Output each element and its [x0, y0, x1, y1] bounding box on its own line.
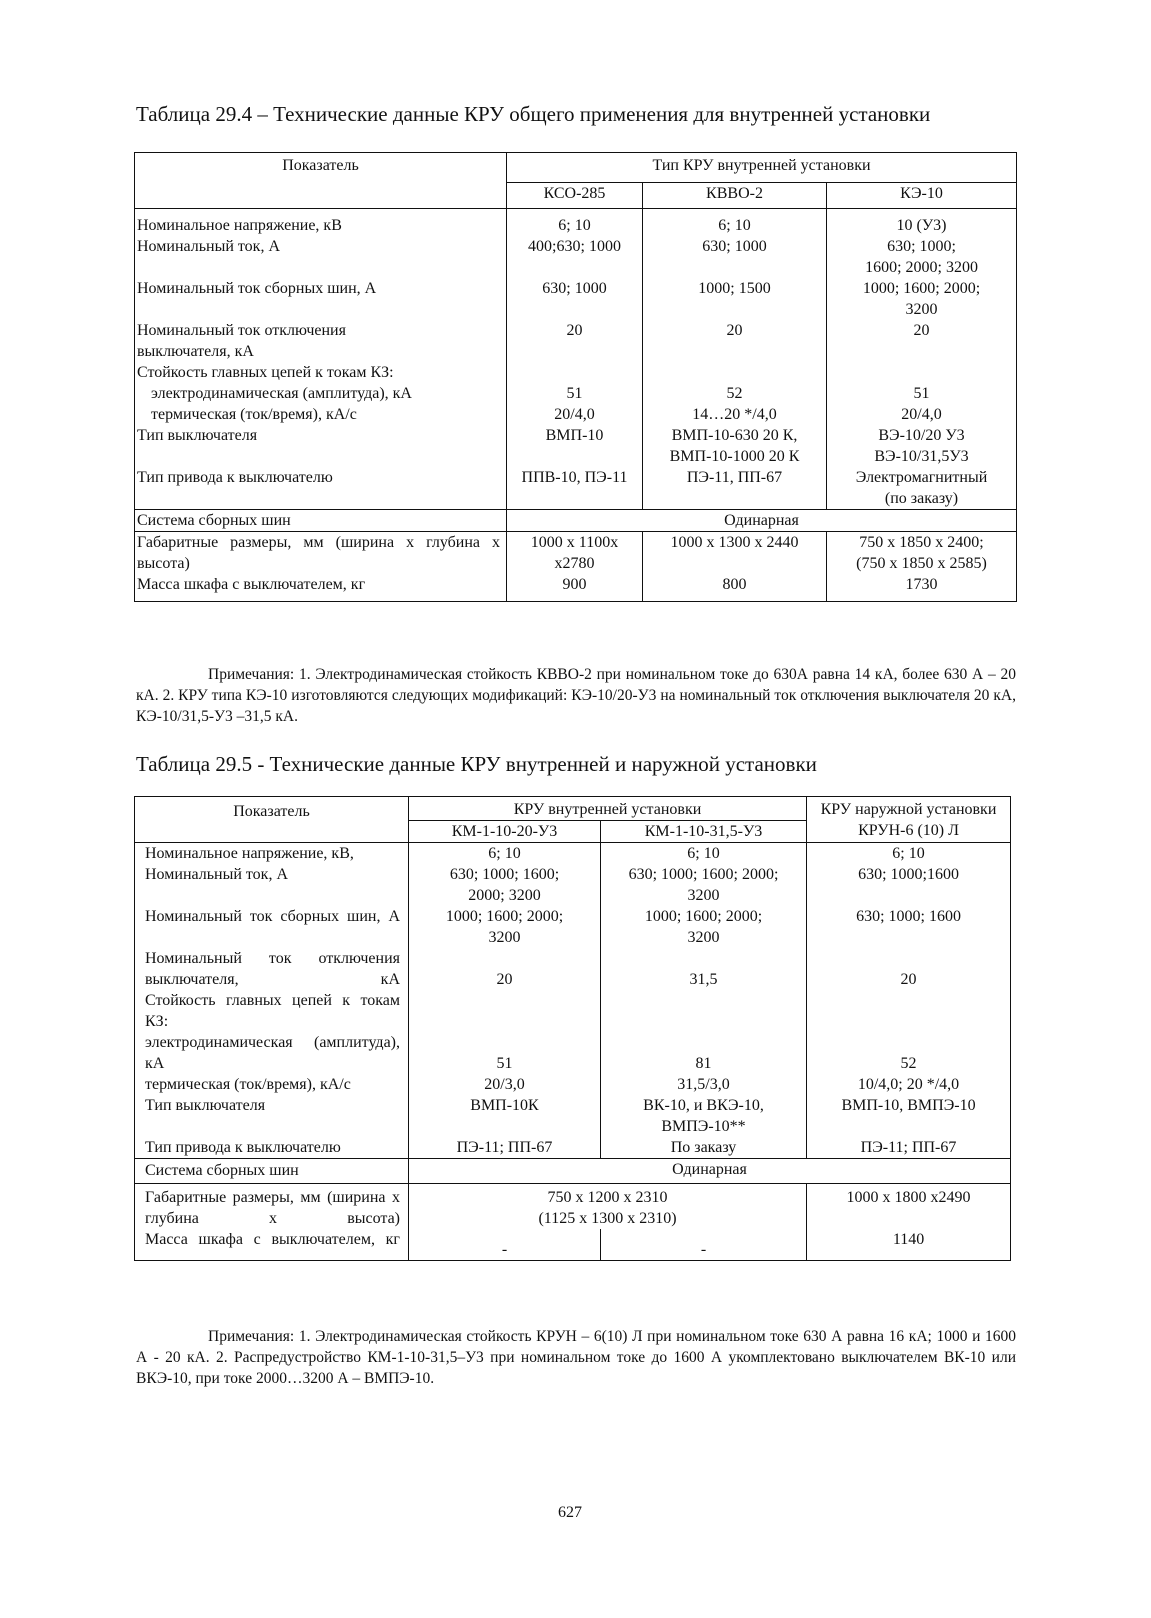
- cell: 31,5/3,0: [601, 1074, 807, 1095]
- cell: 1000 х 1800 х2490: [846, 1189, 971, 1206]
- cell: 20/3,0: [409, 1074, 601, 1095]
- table1-param-header: Показатель: [135, 153, 507, 209]
- table2-indoor-header: КРУ внутренней установки: [409, 797, 807, 821]
- cell: 20: [507, 320, 643, 362]
- table-row: [135, 574, 1017, 602]
- cell: 20: [900, 971, 917, 988]
- cell: ВЭ-10/20 У3 ВЭ-10/31,5У3: [874, 427, 969, 465]
- cell: 6; 10: [643, 215, 827, 236]
- cell: 6; 10: [507, 215, 643, 236]
- cell: 1000; 1600; 2000; 3200: [409, 906, 601, 948]
- table-row: [135, 236, 1017, 278]
- table-row: [135, 906, 1011, 948]
- table1-col-header: КЭ-10: [827, 183, 1017, 209]
- cell: -: [601, 1229, 807, 1261]
- row-label: Номинальный ток сборных шин, А: [135, 906, 409, 948]
- cell: По заказу: [601, 1137, 807, 1159]
- row-label: Номинальный ток отключения выключателя, кА: [135, 948, 409, 990]
- cell: ПЭ-11, ПП-67: [643, 467, 827, 510]
- table2-col-header: КМ-1-10-20-У3: [409, 821, 601, 843]
- table1-header-row: [135, 153, 1017, 183]
- row-label: Номинальный ток сборных шин, А: [135, 278, 507, 320]
- cell: 10 (У3): [896, 217, 947, 234]
- row-label: Стойкость главных цепей к токам КЗ:: [135, 990, 409, 1032]
- row-label: Габаритные размеры, мм (ширина х глубина х высота): [135, 532, 507, 575]
- row-label: термическая (ток/время), кА/с: [135, 1074, 409, 1095]
- cell: 14…20 */4,0: [643, 404, 827, 425]
- cell: Одинарная: [409, 1159, 1011, 1184]
- table-row: [135, 510, 1017, 532]
- table-row: [135, 467, 1017, 510]
- row-label: Тип выключателя: [135, 1095, 409, 1137]
- cell: ВМП-10: [507, 425, 643, 467]
- cell: 750 х 1850 х 2400; (750 х 1850 х 2585): [856, 534, 987, 572]
- table-row: [135, 990, 1011, 1032]
- table1-notes: Примечания: 1. Электродинамическая стойкость КВВО-2 при номинальном токе до 630А равна 14 кА, более 630 А – 20 кА. 2. КРУ типа КЭ-10 изготовляются следующих модификаций: КЭ-10/20-У3 на номинальный ток отключения выключателя 20 кА, КЭ-10/31,5-У3 –31,5 кА.: [136, 666, 1016, 725]
- table-row: [135, 383, 1017, 404]
- table1-caption: Таблица 29.4 – Технические данные КРУ общего применения для внутренней установки: [136, 102, 931, 126]
- table-row: [135, 362, 1017, 383]
- table-row: [135, 1184, 1011, 1230]
- row-label: Система сборных шин: [135, 1159, 409, 1184]
- cell: [601, 990, 807, 1032]
- table-row: [135, 1137, 1011, 1159]
- table-row: [135, 1229, 1011, 1261]
- cell: 81: [601, 1032, 807, 1074]
- cell: 51: [409, 1032, 601, 1074]
- table2-notes: Примечания: 1. Электродинамическая стойкость КРУН – 6(10) Л при номинальном токе 630 А равна 16 кА; 1000 и 1600 А - 20 кА. 2. Распредустройство КМ-1-10-31,5–У3 при номинальном токе до 1600 А укомплектовано выключателем ВК-10 или ВКЭ-10, при токе 2000…3200 А – ВМПЭ-10.: [136, 1328, 1016, 1387]
- table1-group-header: Тип КРУ внутренней установки: [507, 153, 1017, 183]
- table2-outdoor-header: КРУ наружной установки КРУН-6 (10) Л: [807, 797, 1011, 843]
- cell: 1000 х 1100х х2780: [507, 532, 643, 575]
- table2-param-header: Показатель: [135, 797, 409, 843]
- cell: 20/4,0: [507, 404, 643, 425]
- table-row: [135, 215, 1017, 236]
- row-label: Номинальное напряжение, кВ,: [135, 843, 409, 865]
- cell: 630; 1000;1600: [858, 866, 959, 883]
- cell: 20: [913, 322, 930, 339]
- cell: 20: [409, 948, 601, 990]
- cell: 630; 1000: [643, 236, 827, 278]
- cell: Электромагнитный (по заказу): [827, 467, 1017, 510]
- table-row: [135, 948, 1011, 990]
- table-row: [135, 425, 1017, 467]
- cell: 6; 10: [892, 845, 925, 862]
- cell: 630; 1000; 1600; 2000; 3200: [601, 864, 807, 906]
- table-row: [135, 404, 1017, 425]
- row-label: Номинальный ток отключения выключателя, кА: [135, 320, 507, 362]
- table-row: [135, 532, 1017, 575]
- table-row: [135, 320, 1017, 362]
- cell: 400;630; 1000: [507, 236, 643, 278]
- cell: Одинарная: [507, 510, 1017, 532]
- row-label: Габаритные размеры, мм (ширина х глубина х высота): [135, 1184, 409, 1230]
- cell: [807, 990, 1011, 1032]
- cell: [827, 362, 1017, 383]
- row-label: Номинальный ток, А: [135, 236, 507, 278]
- cell: 630; 1000; 1600: [856, 908, 961, 925]
- row-label: Масса шкафа с выключателем, кг: [135, 574, 507, 602]
- row-label: Стойкость главных цепей к токам КЗ:: [135, 362, 507, 383]
- row-label: Масса шкафа с выключателем, кг: [135, 1229, 409, 1261]
- cell: 750 х 1200 х 2310 (1125 х 1300 х 2310): [409, 1184, 807, 1230]
- table2-header-row: [135, 797, 1011, 821]
- cell: 630; 1000: [507, 278, 643, 320]
- cell: 900: [507, 574, 643, 602]
- table-row: [135, 1074, 1011, 1095]
- table-row: [135, 1159, 1011, 1184]
- page-number: 627: [558, 1504, 582, 1521]
- table-row: [135, 1095, 1011, 1137]
- table2-caption: Таблица 29.5 - Технические данные КРУ внутренней и наружной установки: [136, 752, 817, 776]
- cell: 31,5: [601, 948, 807, 990]
- cell: 20: [643, 320, 827, 362]
- cell: 51: [507, 383, 643, 404]
- row-label: Тип выключателя: [135, 425, 507, 467]
- cell: 1000; 1600; 2000; 3200: [601, 906, 807, 948]
- cell: 52: [643, 383, 827, 404]
- table-row: [135, 278, 1017, 320]
- cell: 630; 1000; 1600; 2000; 3200: [865, 238, 978, 276]
- cell: 1000; 1500: [643, 278, 827, 320]
- cell: [643, 362, 827, 383]
- table1-col-header: КСО-285: [507, 183, 643, 209]
- cell: 10/4,0; 20 */4,0: [857, 1076, 960, 1093]
- table-row: [135, 843, 1011, 865]
- row-label: Тип привода к выключателю: [135, 1137, 409, 1159]
- cell: ВМП-10, ВМПЭ-10: [841, 1097, 976, 1114]
- cell: ППВ-10, ПЭ-11: [507, 467, 643, 510]
- cell: ПЭ-11; ПП-67: [409, 1137, 601, 1159]
- cell: -: [409, 1229, 601, 1261]
- cell: 52: [900, 1055, 917, 1072]
- row-label: электродинамическая (амплитуда), кА: [135, 383, 507, 404]
- row-label: термическая (ток/время), кА/с: [135, 404, 507, 425]
- table1: [134, 152, 1017, 602]
- table1-col-header: КВВО-2: [643, 183, 827, 209]
- cell: 51: [913, 385, 930, 402]
- cell: 6; 10: [601, 843, 807, 865]
- table-row: [135, 864, 1011, 906]
- cell: 800: [643, 574, 827, 602]
- cell: 630; 1000; 1600; 2000; 3200: [409, 864, 601, 906]
- row-label: Тип привода к выключателю: [135, 467, 507, 510]
- row-label: Система сборных шин: [135, 510, 507, 532]
- table-row: [135, 1032, 1011, 1074]
- cell: 20/4,0: [901, 406, 942, 423]
- cell: ПЭ-11; ПП-67: [807, 1137, 1011, 1159]
- row-label: электродинамическая (амплитуда), кА: [135, 1032, 409, 1074]
- cell: 6; 10: [409, 843, 601, 865]
- row-label: Номинальное напряжение, кВ: [135, 215, 507, 236]
- cell: [409, 990, 601, 1032]
- cell: ВК-10, и ВКЭ-10, ВМПЭ-10**: [601, 1095, 807, 1137]
- row-label: Номинальный ток, А: [135, 864, 409, 906]
- cell: ВМП-10-630 20 К, ВМП-10-1000 20 К: [643, 425, 827, 467]
- cell: ВМП-10К: [409, 1095, 601, 1137]
- cell: 1140: [892, 1231, 925, 1248]
- cell: 1000; 1600; 2000; 3200: [862, 280, 981, 318]
- cell: 1730: [905, 576, 938, 593]
- table2: [134, 796, 1011, 1261]
- cell: [507, 362, 643, 383]
- cell: 1000 х 1300 х 2440: [643, 532, 827, 575]
- table2-col-header: КМ-1-10-31,5-У3: [601, 821, 807, 843]
